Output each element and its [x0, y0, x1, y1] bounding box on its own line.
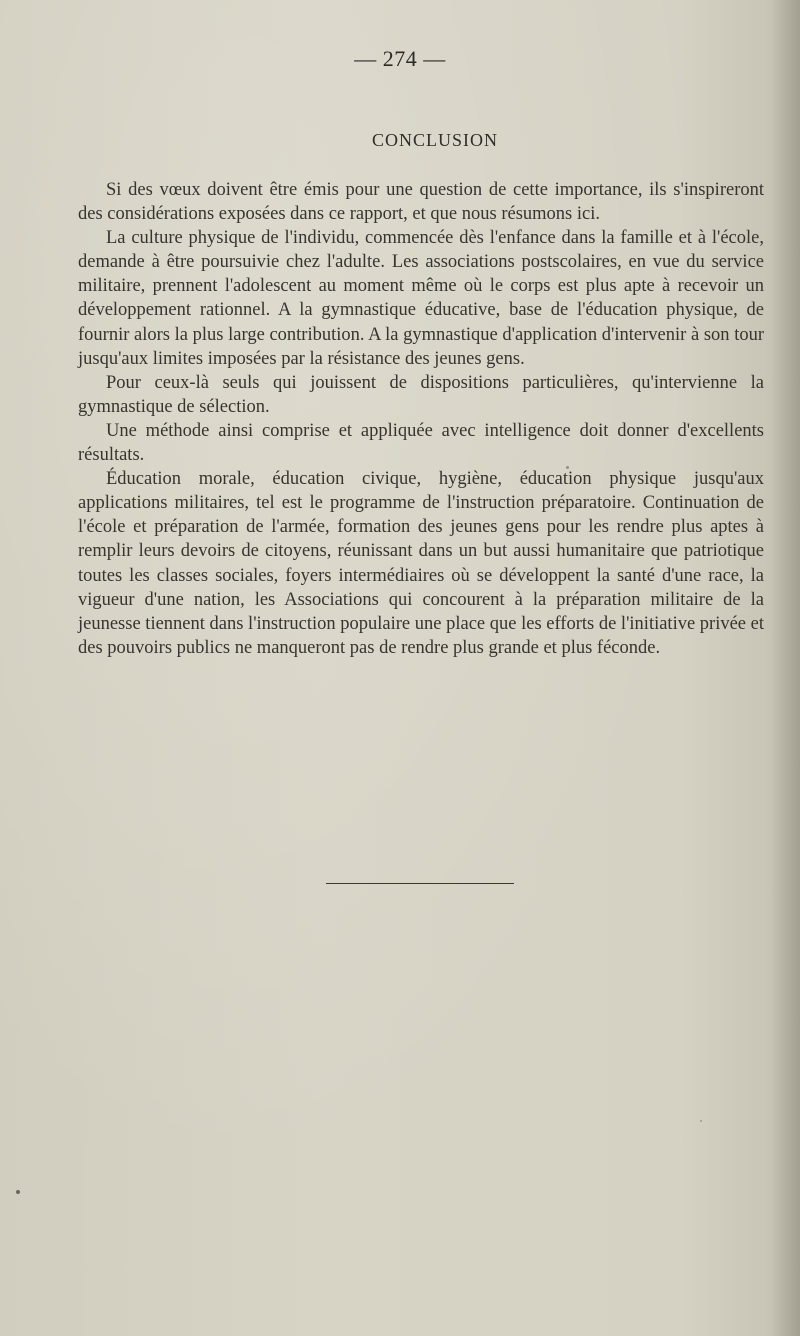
paragraph-3: Pour ceux-là seuls qui jouissent de dispositions particulières, qu'intervienne la gymnastique de sélection.	[78, 372, 764, 417]
page-number: — 274 —	[354, 46, 446, 71]
page-edge-shadow	[770, 0, 800, 1336]
paragraph-4: Une méthode ainsi comprise et appliquée avec intelligence doit donner d'excellents résultats.	[78, 420, 764, 466]
paper-speck	[16, 1190, 20, 1194]
paragraph-1: Si des vœux doivent être émis pour une question de cette importance, ils s'inspireront des considérations exposées dans ce rapport, et que nous résumons ici.	[78, 180, 764, 225]
paper-speck	[700, 1120, 702, 1122]
paper-speck	[566, 466, 569, 469]
body-text	[78, 178, 764, 660]
section-heading: CONCLUSION	[371, 130, 498, 150]
paragraph-5: Éducation morale, éducation civique, hygiène, éducation physique jusqu'aux applications militaires, tel est le programme de l'instruction préparatoire. Continuation de l'école et préparation de l'armée, formation des jeunes gens pour les rendre plus aptes à remplir leurs devoirs de citoyens, réunissant dans un but aussi humanitaire que patriotique toutes les classes sociales, foyers intermédiaires où se développent la santé d'une race, la vigueur d'une nation, les Associations qui concourent à la préparation militaire de la jeunesse tiennent dans l'instruction populaire une place que les efforts de l'initiative privée et des pouvoirs publics ne manqueront pas de rendre plus grande et plus féconde.	[78, 469, 764, 658]
paragraph-2: La culture physique de l'individu, commencée dès l'enfance dans la famille et à l'école, demande à être poursuivie chez l'adulte. Les associations postscolaires, en vue du service militaire, prennent l'adolescent au moment même où le corps est plus apte à recevoir un développement rationnel. A la gymnastique éducative, base de l'éducation physique, de fournir alors la plus large contribution. A la gymnastique d'application d'intervenir à son tour jusqu'aux limites imposées par la résistance des jeunes gens.	[78, 228, 764, 369]
end-rule	[326, 883, 514, 884]
